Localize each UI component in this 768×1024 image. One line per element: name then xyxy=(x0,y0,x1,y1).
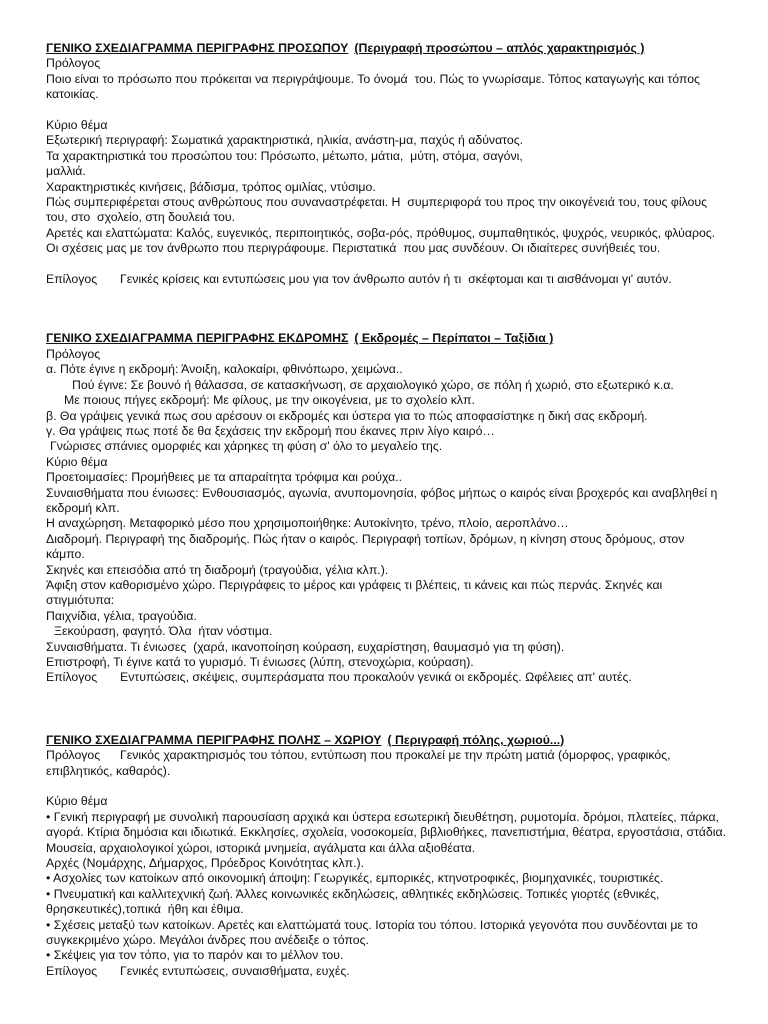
prologue-text: Γενικός χαρακτηρισμός του τόπου, εντύπωση που προκαλεί με την πρώτη ματιά (όμορφος, γραφικός, επιβλητικός, καθαρός). xyxy=(46,748,674,778)
text-line: Γνώρισες σπάνιες ομορφιές και χάρηκες τη φύση σ' όλο το μεγαλείο της. xyxy=(50,439,443,454)
text-line: α. Πότε έγινε η εκδρομή: Άνοιξη, καλοκαίρι, φθινόπωρο, χειμώνα.. xyxy=(46,362,403,377)
epilogue-text: Γενικές κρίσεις και εντυπώσεις μου για τον άνθρωπο αυτόν ή τι σκέφτομαι και τι αισθάνομαι γι' αυτόν. xyxy=(120,272,672,287)
text-line: Αρετές και ελαττώματα: Καλός, ευγενικός, περιποιητικός, σοβα-ρός, πρόθυμος, συμπαθητικός, ψυχρός, νευρικός, φλύαρος. xyxy=(46,225,716,240)
text-line: Με ποιους πήγες εκδρομή: Με φίλους, με την οικογένεια, με το σχολείο κλπ. xyxy=(64,393,475,408)
section-city xyxy=(46,732,730,979)
prologue-text: Ποιο είναι το πρόσωπο που πρόκειται να περιγράψουμε. Το όνομά του. Πώς το γνωρίσαμε. Τόπος καταγωγής και τόπος κατοικίας. xyxy=(46,71,704,102)
bullet-item: • Σκέψεις για τον τόπο, για το παρόν και το μέλλον του. xyxy=(46,948,344,963)
epilogue-label: Επίλογος xyxy=(46,670,98,685)
bullet-item: • Σχέσεις μεταξύ των κατοίκων. Αρετές και ελαττώματά τους. Ιστορία του τόπου. Ιστορικά γεγονότα που συνδέονται με το συγκεκριμένο χώρο. Μεγάλοι άνδρες που ανέδειξε ο τόπος. xyxy=(46,917,702,948)
text-line: Σκηνές και επεισόδια από τη διαδρομή (τραγούδια, γέλια κλπ.). xyxy=(46,562,389,577)
text-line: Άφιξη στον καθορισμένο χώρο. Περιγράφεις το μέρος και γράφεις τι βλέπεις, τι κάνεις και πώς περνάς. Σκηνές και στιγμιότυπα: xyxy=(46,577,666,608)
bullet-item: • Ασχολίες των κατοίκων από οικονομική άποψη: Γεωργικές, εμπορικές, κτηνοτροφικές, βιομηχανικές, τουριστικές. xyxy=(46,871,664,886)
document-page xyxy=(46,41,730,979)
text-line: Επιστροφή, Τι έγινε κατά το γυρισμό. Τι ένιωσες (λύπη, στενοχώρια, κούραση). xyxy=(46,655,474,669)
epilogue-text: Εντυπώσεις, σκέψεις, συμπεράσματα που προκαλούν γενικά οι εκδρομές. Ωφέλειες απ' αυτές. xyxy=(120,670,632,685)
text-line: Παιχνίδια, γέλια, τραγούδια. xyxy=(46,608,197,623)
text-line: Εξωτερική περιγραφή: Σωματικά χαρακτηριστικά, ηλικία, ανάστη-μα, παχύς ή αδύνατος. xyxy=(46,133,524,148)
title-text: ΓΕΝΙΚΟ ΣΧΕΔΙΑΓΡΑΜΜΑ ΠΕΡΙΓΡΑΦΗΣ ΠΡΟΣΩΠΟΥ xyxy=(46,41,349,55)
text-line: Προετοιμασίες: Προμήθειες με τα απαραίτητα τρόφιμα και ρούχα.. xyxy=(46,470,403,485)
section-title xyxy=(46,41,726,56)
epilogue xyxy=(46,670,726,685)
text-line: Οι σχέσεις μας με τον άνθρωπο που περιγράφουμε. Περιστατικά που μας συνδέουν. Οι ιδιαίτερες συνήθειές του. xyxy=(46,241,661,256)
epilogue-label: Επίλογος xyxy=(46,963,98,978)
main-label: Κύριο θέμα xyxy=(46,794,108,809)
text-line: Ξεκούραση, φαγητό. Όλα ήταν νόστιμα. xyxy=(54,624,273,639)
epilogue xyxy=(46,964,726,979)
text-line: γ. Θα γράψεις πως ποτέ δε θα ξεχάσεις την εκδρομή που έκανες πριν λίγο καιρό… xyxy=(46,423,495,438)
title-subtitle: (Περιγραφή προσώπου – απλός χαρακτηρισμός ) xyxy=(354,41,645,55)
title-subtitle: ( Περιγραφή πόλης, χωριού...) xyxy=(387,732,565,747)
section-title xyxy=(46,331,726,346)
prologue-label: Πρόλογος xyxy=(46,346,101,361)
text-line: Η αναχώρηση. Μεταφορικό μέσο που χρησιμοποιήθηκε: Αυτοκίνητο, τρένο, πλοίο, αεροπλάνο… xyxy=(46,516,569,531)
title-text: ΓΕΝΙΚΟ ΣΧΕΔΙΑΓΡΑΜΜΑ ΠΕΡΙΓΡΑΦΗΣ ΕΚΔΡΟΜΗΣ xyxy=(46,331,349,346)
main-label: Κύριο θέμα xyxy=(46,118,108,133)
epilogue-text: Γενικές εντυπώσεις, συναισθήματα, ευχές. xyxy=(120,963,350,978)
prologue-label: Πρόλογος xyxy=(46,56,101,71)
text-line: Συναισθήματα. Τι ένιωσες (χαρά, ικανοποίηση κούραση, ευχαρίστηση, θαυμασμό για τη φύση). xyxy=(46,639,565,654)
main-label: Κύριο θέμα xyxy=(46,454,108,469)
text-line: Αρχές (Νομάρχης, Δήμαρχος, Πρόεδρος Κοινότητας κλπ.). xyxy=(46,856,365,871)
text-line: Συναισθήματα που ένιωσες: Ενθουσιασμός, αγωνία, ανυπομονησία, φόβος μήπως ο καιρός είναι βροχερός και αναβληθεί η εκδρομή κλπ. xyxy=(46,485,721,515)
text-line: μαλλιά. xyxy=(46,164,86,179)
epilogue xyxy=(46,272,726,287)
title-subtitle: ( Εκδρομές – Περίπατοι – Ταξίδια ) xyxy=(354,331,554,346)
text-line: β. Θα γράψεις γενικά πως σου αρέσουν οι εκδρομές και ύστερα για το πώς αποφασίστηκε η δική σας εκδρομή. xyxy=(46,408,648,423)
text-line: Τα χαρακτηριστικά του προσώπου του: Πρόσωπο, μέτωπο, μάτια, μύτη, στόμα, σαγόνι, xyxy=(46,148,523,163)
text-line: Πώς συμπεριφέρεται στους ανθρώπους που συναναστρέφεται. Η συμπεριφορά του προς την οικογένειά του, τους φίλους του, στο σχολείο, στη δουλειά του. xyxy=(46,195,711,225)
section-title xyxy=(46,733,726,748)
text-line: Διαδρομή. Περιγραφή της διαδρομής. Πώς ήταν ο καιρός. Περιγραφή τοπίων, δρόμων, η κίνηση στους δρόμους, στον κάμπο. xyxy=(46,531,688,562)
bullet-item: • Γενική περιγραφή με συνολική παρουσίαση αρχικά και ύστερα εσωτερική διευθέτηση, ρυμοτομία. δρόμοι, πλατείες, πάρκα, αγορά. Κτίρια δημόσια και ιδιωτικά. Εκκλησίες, σχολεία, νοσοκομεία, βιβλιοθήκες, πανεπιστήμια, θέατρα, εργοστάσια, στάδια. Μουσεία, αρχαιολογικοί χώροι, ιστορικά μνημεία, αγάλματα και άλλα αξιοθέατα. xyxy=(46,809,730,855)
prologue-label: Πρόλογος xyxy=(46,748,101,763)
epilogue-label: Επίλογος xyxy=(46,272,98,287)
text-line: Πού έγινε: Σε βουνό ή θάλασσα, σε κατασκήνωση, σε αρχαιολογικό χώρο, σε πόλη ή χωριό, στο εξωτερικό κ.α. xyxy=(72,377,674,392)
section-excursion xyxy=(46,331,726,685)
bullet-item: • Πνευματική και καλλιτεχνική ζωή. Άλλες κοινωνικές εκδηλώσεις, αθλητικές εκδηλώσεις. Τοπικές γιορτές (εθνικές, θρησκευτικές),τοπικά ήθη και έθιμα. xyxy=(46,886,663,917)
prologue xyxy=(46,748,726,779)
title-text: ΓΕΝΙΚΟ ΣΧΕΔΙΑΓΡΑΜΜΑ ΠΕΡΙΓΡΑΦΗΣ ΠΟΛΗΣ – ΧΩΡΙΟΥ xyxy=(46,732,382,747)
text-line: Χαρακτηριστικές κινήσεις, βάδισμα, τρόπος ομιλίας, ντύσιμο. xyxy=(46,179,376,194)
section-person xyxy=(46,41,726,287)
